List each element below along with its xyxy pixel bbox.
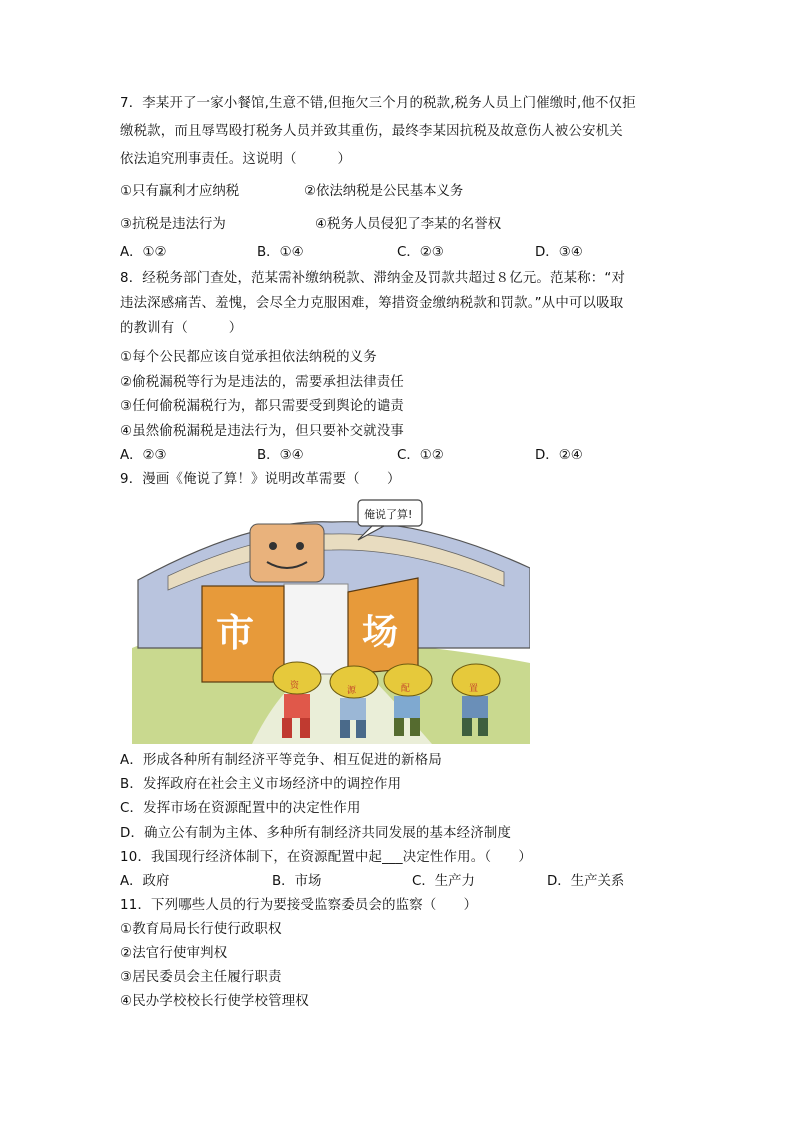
q7-option-a: A．①② bbox=[120, 245, 167, 260]
bowl-1-text: 资 bbox=[290, 681, 300, 691]
q9-option-b: B．发挥政府在社会主义市场经济中的调控作用 bbox=[120, 777, 402, 792]
q8-option-d: D．②④ bbox=[535, 448, 583, 463]
speech-bubble-text: 俺说了算! bbox=[364, 508, 413, 521]
q10-option-b: B．市场 bbox=[272, 874, 322, 889]
q10-option-a: A．政府 bbox=[120, 874, 170, 889]
q8-stem-line-2: 违法深感痛苦、羞愧，会尽全力克服困难，筹措资金缴纳税款和罚款。”从中可以吸取 bbox=[120, 296, 624, 311]
q9-option-d: D．确立公有制为主体、多种所有制经济共同发展的基本经济制度 bbox=[120, 826, 512, 841]
bowl-3-text: 配 bbox=[401, 684, 411, 694]
q11-statement-2: ②法官行使审判权 bbox=[120, 946, 228, 961]
q7-statement-4: ④税务人员侵犯了李某的名誉权 bbox=[315, 217, 502, 232]
q10-stem: 10．我国现行经济体制下，在资源配置中起___决定性作用。（ ） bbox=[120, 850, 532, 865]
q11-statement-3: ③居民委员会主任履行职责 bbox=[120, 970, 282, 985]
q11-statement-4: ④民办学校校长行使学校管理权 bbox=[120, 994, 309, 1009]
q7-option-c: C．②③ bbox=[397, 245, 444, 260]
q7-stem-line-3: 依法追究刑事责任。这说明（ ） bbox=[120, 152, 352, 167]
bowl-2-text: 源 bbox=[347, 686, 357, 696]
q8-option-a: A．②③ bbox=[120, 448, 167, 463]
q7-option-b: B．①④ bbox=[257, 245, 304, 260]
bowl-4-text: 置 bbox=[469, 684, 479, 694]
q11-statement-1: ①教育局局长行使行政职权 bbox=[120, 922, 282, 937]
q9-stem: 9．漫画《俺说了算！》说明改革需要（ ） bbox=[120, 472, 401, 487]
door-left-text: 市 bbox=[216, 611, 255, 655]
q8-statement-3: ③任何偷税漏税行为，都只需要受到舆论的谴责 bbox=[120, 399, 405, 414]
q8-statement-4: ④虽然偷税漏税是违法行为，但只要补交就没事 bbox=[120, 424, 405, 439]
market-cartoon bbox=[132, 498, 530, 744]
q9-option-a: A．形成各种所有制经济平等竞争、相互促进的新格局 bbox=[120, 753, 442, 768]
door-left bbox=[202, 586, 284, 682]
cartoon-doorway bbox=[284, 584, 348, 674]
q8-option-c: C．①② bbox=[397, 448, 444, 463]
door-right bbox=[348, 578, 418, 674]
q10-option-c: C．生产力 bbox=[412, 874, 475, 889]
q8-option-b: B．③④ bbox=[257, 448, 304, 463]
q8-stem-line-3: 的教训有（ ） bbox=[120, 321, 243, 336]
cartoon-face bbox=[250, 524, 324, 582]
q10-option-d: D．生产关系 bbox=[547, 874, 625, 889]
q8-statement-1: ①每个公民都应该自觉承担依法纳税的义务 bbox=[120, 350, 377, 365]
q7-stem-line-1: 7．李某开了一家小餐馆,生意不错,但拖欠三个月的税款,税务人员上门催缴时,他不仅拒 bbox=[120, 96, 636, 111]
q8-stem-line-1: 8．经税务部门查处，范某需补缴纳税款、滞纳金及罚款共超过８亿元。范某称：“对 bbox=[120, 271, 626, 286]
q9-option-c: C．发挥市场在资源配置中的决定性作用 bbox=[120, 801, 361, 816]
q11-stem: 11．下列哪些人员的行为要接受监察委员会的监察（ ） bbox=[120, 898, 478, 913]
q7-stem-line-2: 缴税款，而且辱骂殴打税务人员并致其重伤，最终李某因抗税及故意伤人被公安机关 bbox=[120, 124, 623, 139]
q7-statement-2: ②依法纳税是公民基本义务 bbox=[304, 184, 464, 199]
q7-statement-3: ③抗税是违法行为 bbox=[120, 217, 226, 232]
q7-option-d: D．③④ bbox=[535, 245, 583, 260]
door-right-text: 场 bbox=[362, 612, 399, 653]
q7-statement-1: ①只有赢利才应纳税 bbox=[120, 184, 240, 199]
q8-statement-2: ②偷税漏税等行为是违法的，需要承担法律责任 bbox=[120, 375, 405, 390]
